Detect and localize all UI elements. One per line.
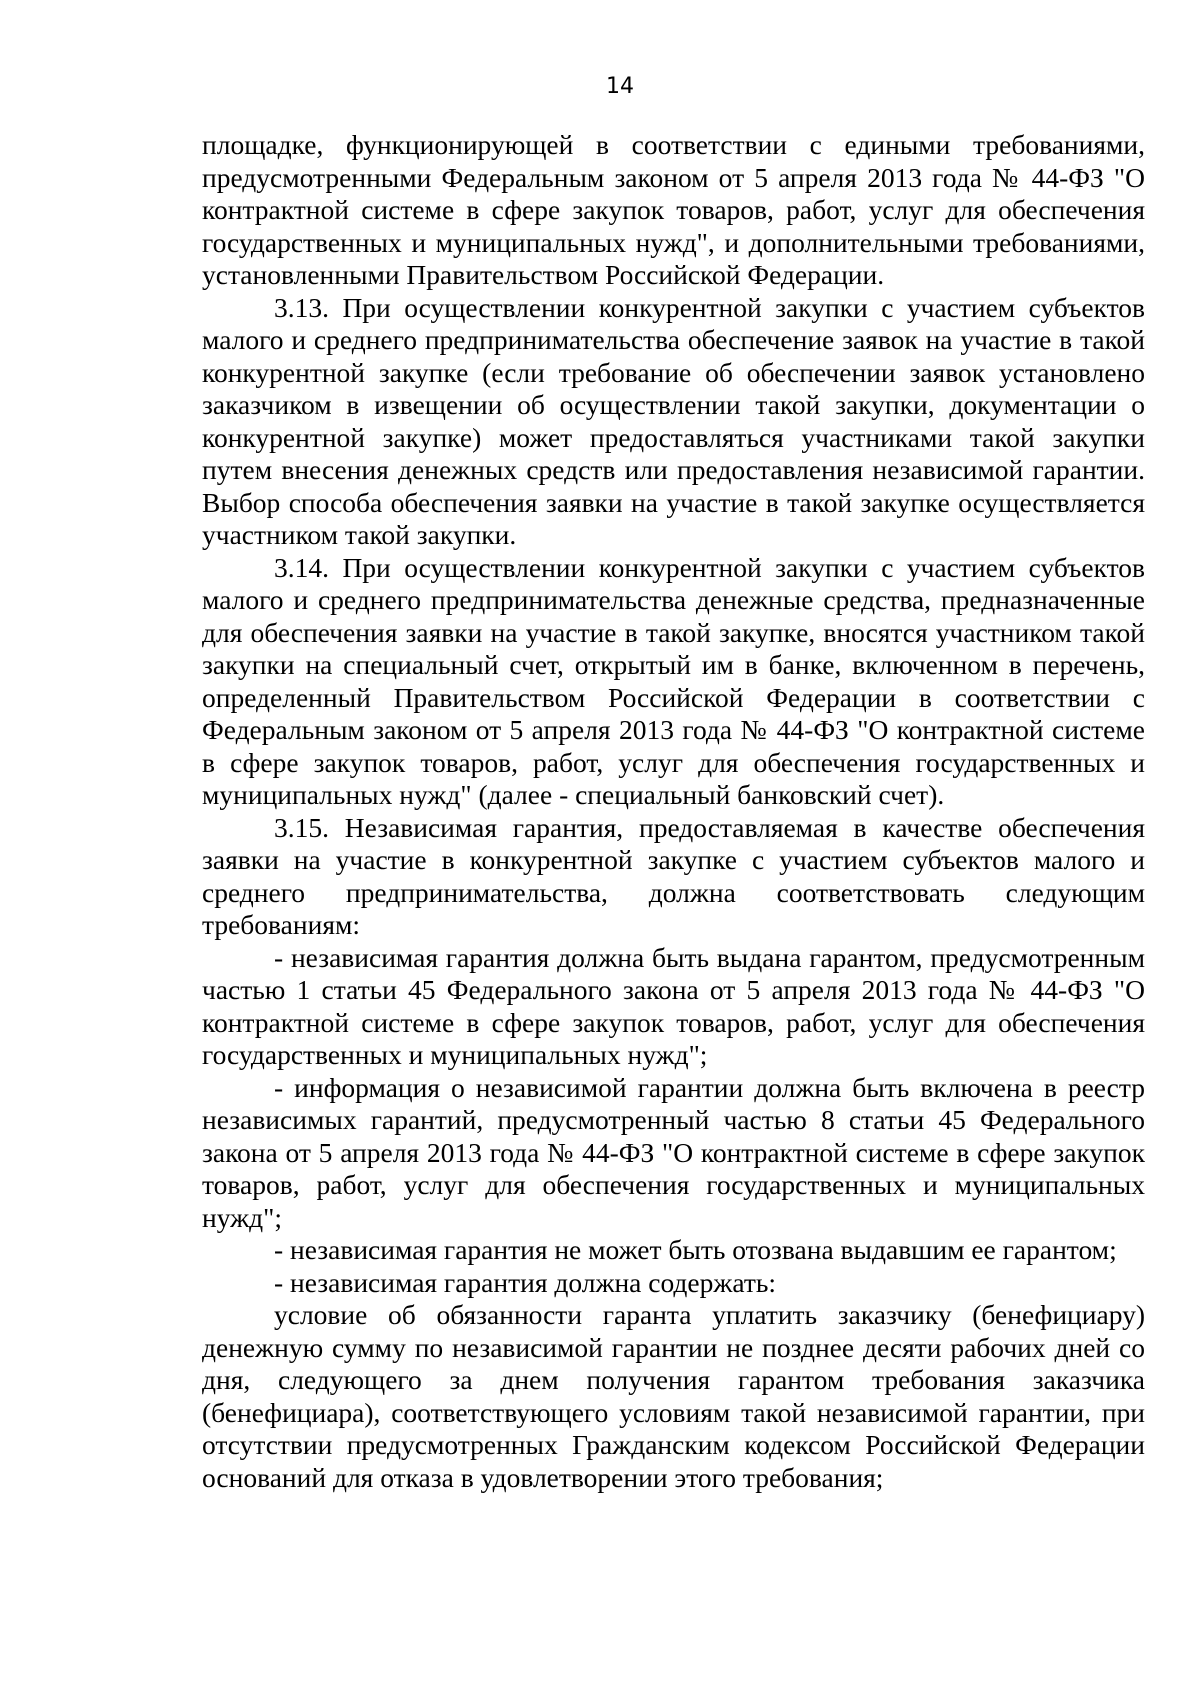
paragraph-3-14: 3.14. При осуществлении конкурентной закупки с участием субъектов малого и среднего предпринимательства денежные средства, предназначенные для обеспечения заявки на участие в такой закупке, вносятся участником такой закупки на специальный счет, открытый им в банке, включенном в перечень, определенный Правительством Российской Федерации в соответствии с Федеральным законом от 5 апреля 2013 года № 44-ФЗ "О контрактной системе в сфере закупок товаров, работ, услуг для обеспечения государственных и муниципальных нужд" (далее - специальный банковский счет).: [202, 551, 1145, 810]
page-number: 14: [606, 74, 634, 99]
list-item-irrevocable: - независимая гарантия не может быть отозвана выдавшим ее гарантом;: [274, 1234, 1117, 1265]
paragraph-continuation: площадке, функционирующей в соответствии с едиными требованиями, предусмотренными Федеральным законом от 5 апреля 2013 года № 44-ФЗ "О контрактной системе в сфере закупок товаров, работ, услуг для обеспечения государственных и муниципальных нужд", и дополнительными требованиями, установленными Правительством Российской Федерации.: [202, 129, 1145, 290]
paragraph-payment-condition: условие об обязанности гаранта уплатить заказчику (бенефициару) денежную сумму по независимой гарантии не позднее десяти рабочих дней со дня, следующего за днем получения гарантом требования заказчика (бенефициара), соответствующего условиям такой независимой гарантии, при отсутствии предусмотренных Гражданским кодексом Российской Федерации оснований для отказа в удовлетворении этого требования;: [202, 1299, 1145, 1493]
paragraph-3-13: 3.13. При осуществлении конкурентной закупки с участием субъектов малого и среднего предпринимательства обеспечение заявок на участие в такой конкурентной закупке (если требование об обеспечении заявок установлено заказчиком в извещении об осуществлении такой закупки, документации о конкурентной закупке) может предоставляться участниками такой закупки путем внесения денежных средств или предоставления независимой гарантии. Выбор способа обеспечения заявки на участие в такой закупке осуществляется участником такой закупки.: [202, 291, 1145, 550]
list-item-guarantor: - независимая гарантия должна быть выдана гарантом, предусмотренным частью 1 статьи 45 Федерального закона от 5 апреля 2013 года № 44-ФЗ "О контрактной системе в сфере закупок товаров, работ, услуг для обеспечения государственных и муниципальных нужд";: [202, 941, 1145, 1070]
document-body: [202, 129, 1145, 1494]
list-item-contents: - независимая гарантия должна содержать:: [274, 1266, 777, 1298]
list-item-registry: - информация о независимой гарантии должна быть включена в реестр независимых гарантий, предусмотренный частью 8 статьи 45 Федерального закона от 5 апреля 2013 года № 44-ФЗ "О контрактной системе в сфере закупок товаров, работ, услуг для обеспечения государственных и муниципальных нужд";: [202, 1071, 1145, 1233]
paragraph-3-15: 3.15. Независимая гарантия, предоставляемая в качестве обеспечения заявки на участие в конкурентной закупке с участием субъектов малого и среднего предпринимательства, должна соответствовать следующим требованиям:: [202, 811, 1145, 940]
